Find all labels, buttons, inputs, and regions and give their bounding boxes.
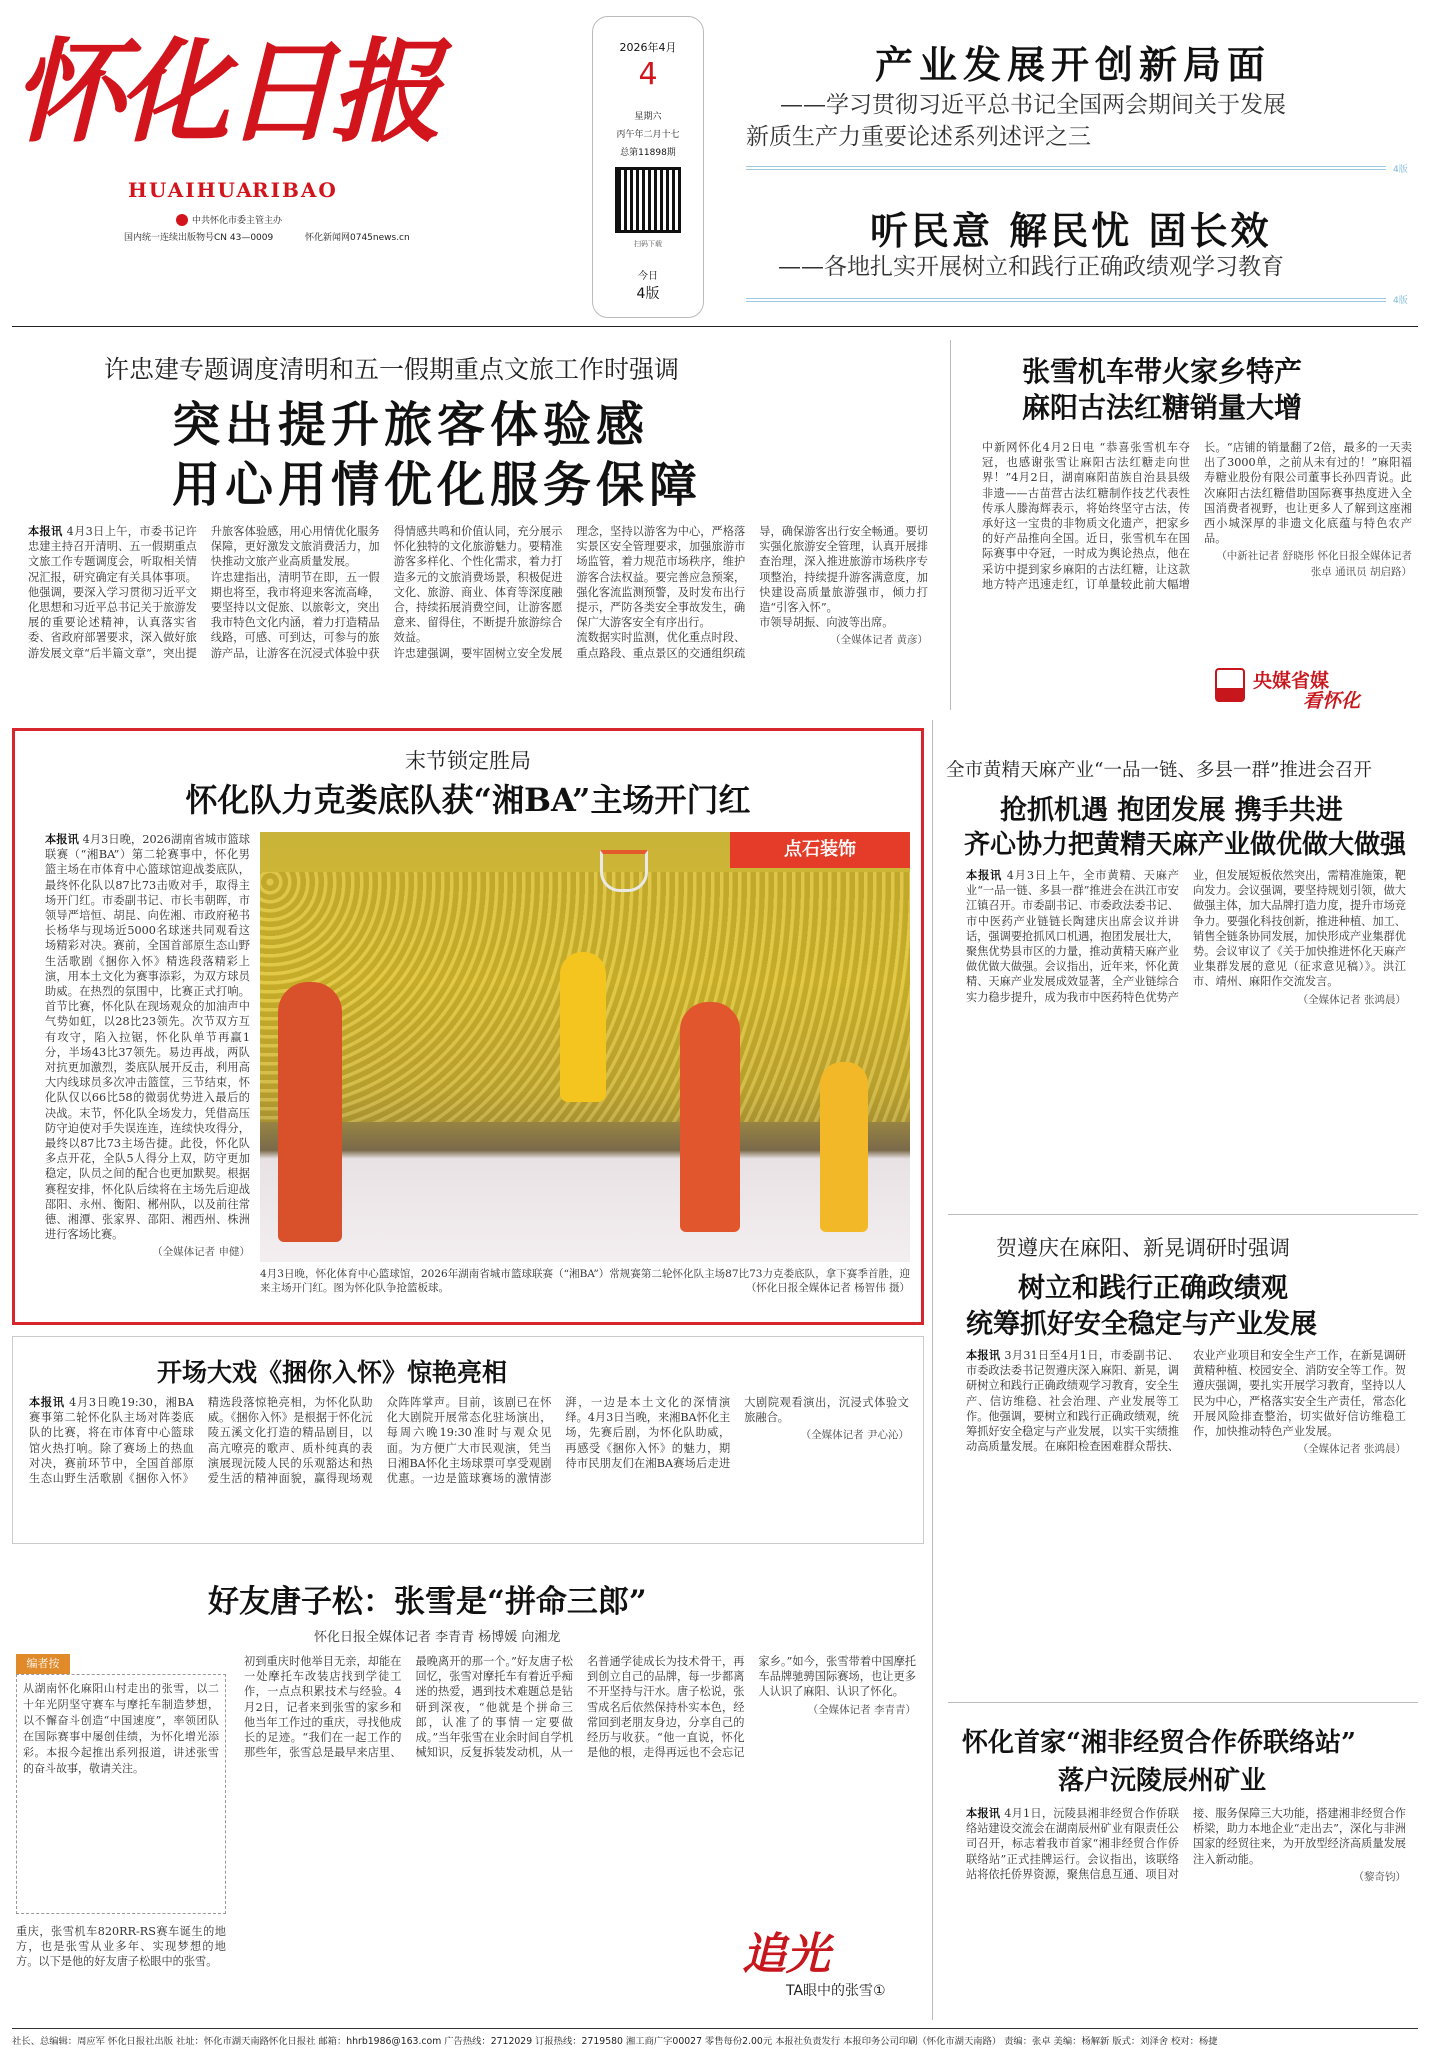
top-headline-1-rule bbox=[746, 166, 1386, 170]
lead-title-1: 突出提升旅客体验感 bbox=[172, 397, 650, 453]
feature-kicker: 末节锁定胜局 bbox=[405, 749, 531, 773]
masthead-cn: 国内统一连续出版物号CN 43—0009 bbox=[124, 233, 274, 243]
right-top-title-2: 麻阳古法红糖销量大增 bbox=[1022, 391, 1303, 424]
date-yearmonth: 2026年4月 bbox=[619, 41, 677, 54]
right-low-para: 3月31日至4月1日，市委副书记、市委政法委书记贺遵庆深入麻阳、新晃，调研树立和践行正确政绩观学习教育，安全生产、信访维稳、社会治理、产业发展等工作。他强调，要树立和践行正确政绩观，统筹抓好安全稳定与产业发展，以实干实绩推动高质量发展。在麻阳检查困难群众帮扶、农业产业项目和安全生产工作，在新晃调研黄精种植、校园安全、消防安全等工作。贺遵庆强调，要扎实开展学习教育，坚持以人民为中心，严格落实安全生产责任，常态化开展风险排查整治，切实做好信访维稳工作，加快推动特色产业发展。 bbox=[966, 1349, 1406, 1454]
lead-byline: 本报讯 bbox=[28, 524, 63, 538]
lead-para-5: 市领导胡振、向波等出席。 bbox=[759, 616, 894, 630]
player-yellow-icon-2 bbox=[820, 1062, 868, 1232]
opening-para: 4月3日晚19:30，湘BA赛事第二轮怀化队主场对阵娄底队的比赛，将在市体育中心篮球馆火热打响。除了赛场上的热血对决，赛前环节中，全国首部原生态山野生活歌剧《捆你入怀》精选段落惊艳亮相，为怀化队助威。《捆你入怀》是根据于怀化沅陵五溪文化打造的精品剧目，以高亢嘹亮的歌声、质朴纯真的表演展现沅陵人民的乐观豁达和热爱生活的精神面貌，赢得现场观众阵阵掌声。目前，该剧已在怀化大剧院开展常态化驻场演出，每周六晚19:30准时与观众见面。为方便广大市民观演，凭当日湘BA怀化主场球票可享受观剧优惠。一边是篮球赛场的激情澎湃，一边是本土文化的深情演绎。4月3日当晚，来湘BA怀化主场，先赛后剧，为怀化队助威，再感受《捆你入怀》的魅力，期待市民朋友们在湘BA赛场后走进大剧院观看演出，沉浸式体验文旅融合。 bbox=[29, 1396, 909, 1486]
opening-title: 开场大戏《捆你入怀》惊艳亮相 bbox=[157, 1358, 508, 1387]
opening-story bbox=[12, 1336, 924, 1544]
right-mid-kicker: 全市黄精天麻产业“一品一链、多县一群”推进会召开 bbox=[946, 760, 1372, 781]
top-headline-1-sub1: ——学习贯彻习近平总书记全国两会期间关于发展 bbox=[780, 92, 1286, 118]
media-brand[interactable] bbox=[1215, 664, 1415, 712]
feature-body bbox=[45, 832, 250, 1297]
feature-byline: 本报讯 bbox=[45, 832, 79, 846]
right-low-title-2: 统筹抓好安全稳定与产业发展 bbox=[966, 1309, 1317, 1340]
photo-credit: （怀化日报全媒体记者 杨智伟 摄） bbox=[745, 1282, 910, 1294]
lead-para-2: 许忠建指出，清明节在即，五一假期也将至，我市将迎来客流高峰，要坚持以文促旅、以旅彰文，突出我市特色文化内涵，着力打造精品线路，可感、可到达，可参与的旅游产品，让游客在沉浸式体验中获得情感共鸣和价值认同，充分展示怀化独特的文化旅游魅力。要精准游客多样化、个性化需求，着力打造多元的文旅消费场景，积极促进文化、旅游、商业、体育等深度融合，持续拓展消费空间，让游客愿意来、留得住，不断提升旅游综合效益。 bbox=[210, 525, 563, 660]
masthead bbox=[0, 0, 590, 245]
right-column-divider bbox=[932, 720, 933, 2020]
editor-note-text: 从湖南怀化麻阳山村走出的张雪，以二十年光阴坚守赛车与摩托车制造梦想，以不懈奋斗创造“中国速度”，率领团队在国际赛事中屡创佳绩，为怀化增光添彩。本报今起推出系列报道，讲述张雪的奋斗故事，敬请关注。 bbox=[23, 1682, 219, 1775]
lead-credit: （全媒体记者 黄彦） bbox=[830, 634, 928, 647]
editor-note-lead: 重庆，张雪机车820RR-RS赛车诞生的地方，也是张雪从业多年、实现梦想的地方。以下是他的好友唐子松眼中的张雪。 bbox=[16, 1925, 226, 1969]
right-top-title-1: 张雪机车带火家乡特产 bbox=[1022, 355, 1303, 388]
right-mid-title-1: 抢抓机遇 抱团发展 携手共进 bbox=[1000, 795, 1343, 826]
footer-imprint: 社长、总编辑：周应军 怀化日报社出版 社址：怀化市湖天南路怀化日报社 邮箱：hhrb1986@163.com 广告热线：2712029 订报热线：2719580 湘工商广字00027 零售每份2.00元 本报社负责发行 本报印务公司印刷（怀化市湖天南路） 责编：张卓 美编：杨解新 版式：刘泽舍 校对：杨捷 bbox=[12, 2036, 1218, 2047]
right-top-para: 中新网怀化4月2日电 “恭喜张雪机车夺冠，也感谢张雪让麻阳古法红糖走向世界！”4月2日，湖南麻阳苗族自治县县级非遗——古苗营古法红糖制作技艺代表性传承人滕海辉表示，将始终坚守古法，传承好这一宝贵的非物质文化遗产，把家乡的好产品推向全国。近日，张雪机车在国际赛事中夺冠，一时成为舆论热点，他在采访中提到家乡麻阳的古法红糖，让这款地方特产迅速走红，订单量较此前大幅增长。“店铺的销量翻了2倍，最多的一天卖出了3000单，之前从未有过的！”麻阳福寿糖业股份有限公司董事长孙四青说。此次麻阳古法红糖借助国际赛事热度进入全国消费者视野，也让更多人了解到这座湘西小城深厚的非遗文化底蕴与特色农产品。 bbox=[982, 441, 1412, 591]
right-bottom-body bbox=[966, 1806, 1406, 2016]
feature-credit: （全媒体记者 申健） bbox=[152, 1246, 250, 1259]
top-headline-2-rule bbox=[746, 298, 1386, 302]
player-orange-icon bbox=[278, 982, 342, 1242]
lead-kicker: 许忠建专题调度清明和五一假期重点文旅工作时强调 bbox=[104, 355, 680, 384]
qr-code[interactable] bbox=[615, 167, 681, 233]
top-headline-1-title: 产业发展开创新局面 bbox=[875, 42, 1272, 87]
masthead-logo: 怀化日报 bbox=[12, 27, 436, 158]
media-brand-text: 央媒省媒 bbox=[1253, 670, 1330, 692]
right-mid-credit: （全媒体记者 张鸿晨） bbox=[1297, 993, 1406, 1006]
feature-frame bbox=[12, 728, 924, 1325]
editor-note-body bbox=[16, 1674, 226, 1914]
basket-hoop-icon bbox=[600, 850, 648, 892]
right-bottom-title-2: 落户沅陵辰州矿业 bbox=[1058, 1766, 1267, 1796]
right-bottom-title-1: 怀化首家“湘非经贸合作侨联络站” bbox=[962, 1728, 1356, 1758]
player-orange-icon-2 bbox=[680, 1002, 740, 1232]
right-mid-rule bbox=[948, 1214, 1418, 1215]
masthead-pinyin-left: HUAIHUA bbox=[128, 178, 254, 202]
today-label: 今日 bbox=[638, 271, 658, 282]
masthead-pinyin-right: RIBAO bbox=[252, 178, 338, 202]
right-low-body bbox=[966, 1348, 1406, 1688]
media-brand-suffix: 看怀化 bbox=[1303, 690, 1361, 712]
right-low-byline: 本报讯 bbox=[966, 1348, 1001, 1362]
top-headline-2[interactable] bbox=[740, 190, 1420, 280]
date-lunar: 丙午年二月十七 bbox=[616, 130, 680, 140]
right-top-credit: （中新社记者 舒晓彤 怀化日报全媒体记者 张卓 通讯员 胡启路） bbox=[1216, 550, 1412, 578]
right-low-credit: （全媒体记者 张鸿晨） bbox=[1297, 1443, 1406, 1456]
lead-para-3: 许忠建强调，要牢固树立安全发展理念，坚持以游客为中心，严格落实景区安全管理要求，加强旅游市场监管，着力规范市场秩序，维护游客合法权益。要完善应急预案，强化客流监测预警，及时发布出行提示，严防各类安全事故发生，确保广大游客安全有序出行。 bbox=[393, 525, 746, 660]
player-yellow-icon bbox=[560, 952, 606, 1102]
lead-divider bbox=[950, 340, 951, 710]
masthead-site: 怀化新闻网0745news.cn bbox=[305, 233, 410, 243]
lead-story bbox=[12, 336, 942, 706]
right-low-title-1: 树立和践行正确政绩观 bbox=[1018, 1273, 1288, 1304]
top-headline-1-sub2: 新质生产力重要论述系列述评之三 bbox=[746, 124, 1091, 150]
footer-rule bbox=[12, 2028, 1418, 2029]
feature2-credit: （全媒体记者 李青青） bbox=[807, 1703, 916, 1716]
promo-column-logo[interactable] bbox=[742, 1918, 922, 2018]
right-top-body bbox=[982, 440, 1412, 660]
feature-title: 怀化队力克娄底队获“湘BA”主场开门红 bbox=[185, 781, 751, 819]
today-pages: 4版 bbox=[636, 286, 660, 302]
photo-caption bbox=[260, 1267, 910, 1309]
top-headline-2-sub: ——各地扎实开展树立和践行正确政绩观学习教育 bbox=[778, 254, 1284, 280]
right-low-rule bbox=[948, 1702, 1418, 1703]
feature2-byline: 怀化日报全媒体记者 李青青 杨博媛 向湘龙 bbox=[314, 1630, 561, 1645]
right-top-story bbox=[960, 344, 1420, 714]
top-headline-1-ref[interactable]: 4版 bbox=[1393, 165, 1408, 175]
right-mid-story bbox=[940, 726, 1420, 1216]
right-low-kicker: 贺遵庆在麻阳、新晃调研时强调 bbox=[996, 1236, 1290, 1260]
opening-byline: 本报讯 bbox=[29, 1395, 65, 1409]
right-low-story bbox=[940, 1216, 1420, 1706]
right-bottom-story bbox=[940, 1706, 1420, 2024]
date-day: 4 bbox=[638, 57, 658, 92]
feature-para: 4月3日晚，2026湖南省城市篮球联赛（“湘BA”）第二轮赛事中，怀化男篮主场在市体育中心篮球馆迎战娄底队，最终怀化队以87比73击败对手，取得主场开门红。市委副书记、市长韦朝晖，市领导严培恒、胡昆、向佐湘、市政府秘书长杨华与现场近5000名球迷共同观看这场精彩对决。赛前，全国首部原生态山野生活歌剧《捆你入怀》精选段落精彩上演，用本土文化为赛事添彩，为双方球员助威。在热烈的氛围中，比赛正式打响。首节比赛，怀化队在现场观众的加油声中气势如虹，以28比23领先。次节双方互有攻守，陷入拉锯，怀化队单节再赢1分，半场43比37领先。易边再战，两队对抗更加激烈，娄底队展开反击，利用高大内线球员多次冲击篮筐，三节结束，怀化队仅以66比58的微弱优势进入最后的决战。末节，怀化队全场发力，凭借高压防守迫使对手失误连连，连续快攻得分，最终以87比73主场告捷。此役，怀化队多点开花，全队5人得分上双，防守更加稳定，队员之间的配合也更加默契。根据赛程安排，怀化队后续将在主场先后迎战邵阳、永州、衡阳、郴州队，以及前往常德、湘潭、张家界、邵阳、湘西州、株洲进行客场比赛。 bbox=[45, 833, 250, 1242]
photo-caption-text: 4月3日晚，怀化体育中心篮球馆，2026年湖南省城市篮球联赛（“湘BA”）常规赛第二轮怀化队主场87比73力克娄底队，拿下赛季首胜，迎来主场开门红。图为怀化队争抢篮板球。 bbox=[260, 1268, 910, 1294]
feature2-title: 好友唐子松：张雪是“拼命三郎” bbox=[208, 1584, 647, 1620]
editor-note bbox=[16, 1654, 226, 2018]
right-mid-para: 4月3日上午，全市黄精、天麻产业“一品一链、多县一群”推进会在洪江市安江镇召开。市委副书记、市委政法委书记、市中医药产业链链长陶建庆出席会议并讲话，强调要抢抓风口机遇，抱团发展壮大，聚焦优势县市区的力量，推动黄精天麻产业做优做大做强。会议指出，近年来，怀化黄精、天麻产业发展成效显著，全产业链综合实力稳步提升，成为我市中医药特色优势产业，但发展短板依然突出，需精准施策，靶向发力。会议强调，要坚持规划引领，做大做强主体，加大品牌打造力度，提升市场竞争力。要强化科技创新，推进种植、加工、销售全链条协同发展，加快形成产业集群优势。会议审议了《关于加快推进怀化天麻产业集群发展的意见（征求意见稿）》。洪江市、靖州、麻阳作交流发言。 bbox=[966, 869, 1406, 1004]
date-weekday: 星期六 bbox=[634, 112, 662, 122]
photo-banner: 点石装饰 bbox=[730, 832, 910, 868]
media-brand-icon bbox=[1215, 668, 1245, 702]
opening-credit: （全媒体记者 尹心沁） bbox=[800, 1429, 909, 1442]
masthead-sponsor: 中共怀化市委主管主办 bbox=[192, 216, 283, 226]
right-mid-title-2: 齐心协力把黄精天麻产业做优做大做强 bbox=[964, 830, 1407, 860]
top-headline-2-title: 听民意 解民忧 固长效 bbox=[870, 208, 1272, 253]
promo-subtitle: TA眼中的张雪① bbox=[786, 1983, 886, 1999]
top-headline-1[interactable] bbox=[740, 18, 1420, 158]
promo-logo-text: 追光 bbox=[742, 1929, 830, 1980]
right-bottom-byline: 本报讯 bbox=[966, 1806, 1001, 1820]
feature2-para: 初到重庆时他举目无亲，却能在一处摩托车改装店找到学徒工作，一点点积累技术与经验。4月2日，记者来到张雪的家乡和他当年工作过的重庆，寻找他成长的足迹。“我们在一起工作的那些年，张雪总是最早来店里、最晚离开的那一个。”好友唐子松回忆，张雪对摩托车有着近乎痴迷的热爱，遇到技术难题总是钻研到深夜，“他就是个拼命三郎，认准了的事情一定要做成。”当年张雪在业余时间自学机械知识，反复拆装发动机，从一名普通学徒成长为技术骨干，再到创立自己的品牌，每一步都离不开坚持与汗水。唐子松说，张雪成名后依然保持朴实本色，经常回到老朋友身边，分享自己的经历与收获。“他一直说，怀化是他的根，走得再远也不会忘记家乡。”如今，张雪带着中国摩托车品牌驰骋国际赛场，也让更多人认识了麻阳、认识了怀化。 bbox=[244, 1655, 916, 1760]
right-bottom-credit: （黎奇钧） bbox=[1353, 1870, 1406, 1883]
masthead-emblem-icon bbox=[176, 214, 188, 226]
feature-photo[interactable] bbox=[260, 832, 910, 1262]
right-bottom-para: 4月1日，沅陵县湘非经贸合作侨联络站建设交流会在湖南辰州矿业有限责任公司召开，标志着我市首家“湘非经贸合作侨联络站”正式挂牌运行。会议指出，该联络站将依托侨界资源，聚焦信息互通、项目对接、服务保障三大功能，搭建湘非经贸合作桥梁，助力本地企业“走出去”，深化与非洲国家的经贸往来，为开放型经济高质量发展注入新动能。 bbox=[966, 1807, 1406, 1881]
feature2-body bbox=[244, 1654, 916, 1914]
feature2-story bbox=[12, 1556, 924, 2026]
right-mid-byline: 本报讯 bbox=[966, 868, 1003, 882]
lead-title-2: 用心用情优化服务保障 bbox=[172, 457, 703, 513]
opening-body bbox=[29, 1395, 909, 1531]
date-box bbox=[592, 16, 704, 318]
qr-caption: 扫码下载 bbox=[634, 240, 662, 248]
lead-para-4: 流数据实时监测，优化重点时段、重点路段、重点景区的交通组织疏导，确保游客出行安全畅通。要切实强化旅游安全管理，认真开展排查治理，深入推进旅游市场秩序专项整治，持续提升游客满意度，加快建设高质量旅游强市，倾力打造“引客入怀”。 bbox=[576, 525, 928, 660]
date-issue: 总第11898期 bbox=[620, 148, 676, 158]
right-mid-body bbox=[966, 868, 1406, 1198]
lead-body bbox=[28, 524, 928, 699]
editor-note-tag: 编者按 bbox=[16, 1654, 70, 1674]
masthead-bottom-rule bbox=[12, 326, 1418, 327]
top-headline-2-ref[interactable]: 4版 bbox=[1393, 296, 1408, 306]
lead-para-1: 4月3日上午，市委书记许忠建主持召开清明、五一假期重点文旅工作专题调度会，听取相关情况汇报，研究确定有关具体事项。他强调，要深入学习贯彻习近平文化思想和习近平总书记关于旅游发展的重要论述精神，认真落实省委、省政府部署要求，深入做好旅游发展文章“后半篇文章”，突出提升旅客体验感，用心用情优化服务保障，更好激发文旅消费活力，加快推动文旅产业高质量发展。 bbox=[28, 525, 380, 660]
